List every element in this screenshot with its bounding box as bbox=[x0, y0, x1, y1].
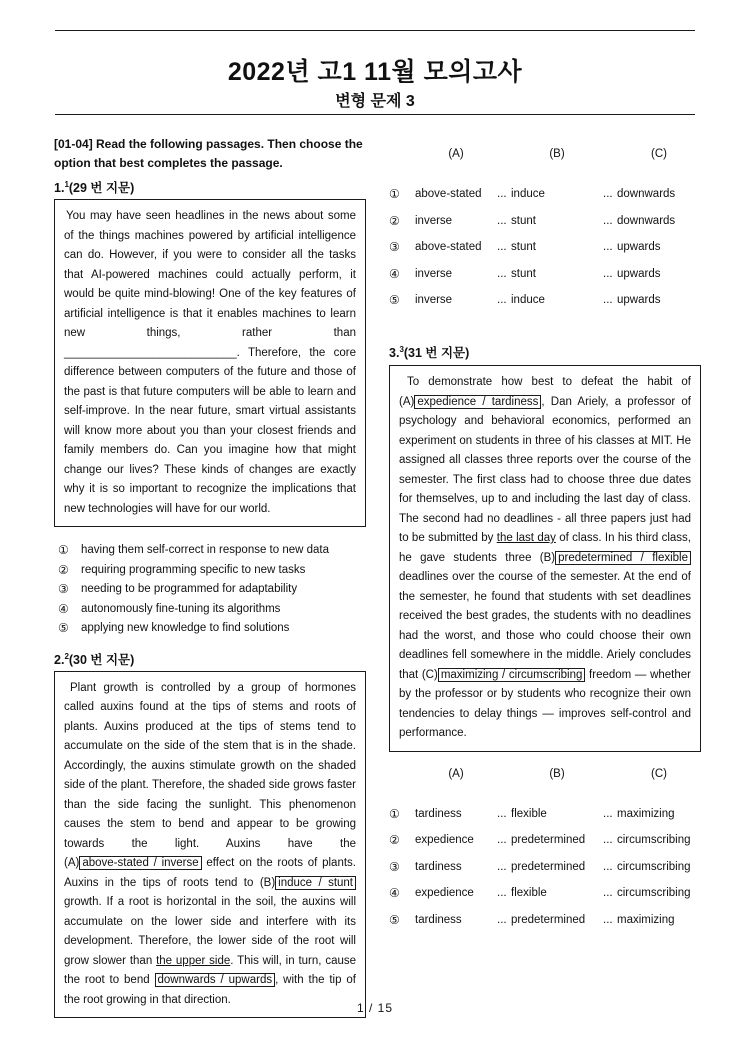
option-marker: ③ bbox=[58, 582, 69, 596]
ellipsis: ... bbox=[497, 913, 507, 926]
question-superscript: 1 bbox=[64, 179, 69, 189]
col-a-header: (A) bbox=[448, 148, 464, 160]
choice-c: upwards bbox=[617, 294, 661, 306]
answer-row bbox=[389, 213, 701, 229]
choice-b: stunt bbox=[511, 267, 536, 280]
answer-row bbox=[389, 186, 701, 202]
choice-a: tardiness bbox=[415, 807, 462, 820]
option-marker: ⑤ bbox=[389, 912, 400, 927]
option-5 bbox=[58, 622, 366, 636]
ellipsis: ... bbox=[497, 860, 507, 873]
passage-text: growth. If a root is horizontal in the soil, the auxins will accumulate on the lower side and interfere with its development. Therefore, the lower side of the root will grow slower than bbox=[64, 896, 356, 967]
option-1 bbox=[58, 544, 366, 558]
option-marker: ③ bbox=[389, 859, 400, 874]
ellipsis: ... bbox=[603, 860, 613, 873]
option-text: applying new knowledge to find solutions bbox=[81, 622, 290, 634]
answer-row bbox=[389, 266, 701, 282]
ellipsis: ... bbox=[603, 267, 613, 280]
option-3 bbox=[58, 583, 366, 597]
answer-row bbox=[389, 912, 701, 928]
options-list-q1 bbox=[58, 544, 366, 636]
choice-b: stunt bbox=[511, 214, 536, 227]
ellipsis: ... bbox=[603, 834, 613, 846]
top-divider bbox=[55, 30, 695, 31]
answer-row bbox=[389, 239, 701, 255]
passage-text: effect on the roots of plants. Auxins in the tips of roots tend to (B) bbox=[64, 857, 356, 889]
question-number: 2. bbox=[54, 652, 65, 667]
answer-table-2 bbox=[389, 766, 701, 928]
option-text: having them self-correct in response to new data bbox=[81, 544, 330, 556]
question-superscript: 2 bbox=[64, 651, 69, 661]
option-marker: ② bbox=[389, 213, 400, 228]
option-marker: ① bbox=[389, 187, 400, 201]
choice-c: maximizing bbox=[617, 913, 675, 926]
choice-a: above-stated bbox=[415, 188, 482, 200]
col-a-header: (A) bbox=[448, 767, 464, 780]
page-number: 1 / 15 bbox=[356, 1001, 394, 1015]
choice-b: induce bbox=[511, 294, 545, 306]
answer-row bbox=[389, 859, 701, 875]
choice-a: inverse bbox=[415, 214, 453, 227]
option-marker: ⑤ bbox=[58, 621, 69, 635]
right-column bbox=[389, 146, 701, 938]
col-c-header: (C) bbox=[651, 767, 667, 780]
option-4 bbox=[58, 603, 366, 617]
choice-box-a: above-stated / inverse bbox=[79, 856, 201, 870]
passage-text: To demonstrate how best to defeat the habit of (A) bbox=[399, 376, 691, 408]
choice-b: flexible bbox=[511, 807, 547, 820]
choice-c: downwards bbox=[617, 188, 676, 200]
option-marker: ⑤ bbox=[389, 293, 400, 307]
exam-title: 2022년 고1 11월 모의고사 bbox=[227, 58, 523, 86]
ellipsis: ... bbox=[497, 267, 507, 280]
passage-text: . This will, in turn, cause the root to bend bbox=[64, 954, 357, 986]
underlined-phrase: the last day bbox=[496, 532, 556, 544]
ellipsis: ... bbox=[603, 241, 613, 253]
ellipsis: ... bbox=[497, 241, 507, 253]
choice-b: stunt bbox=[511, 241, 536, 253]
passage-text: Plant growth is controlled by a group of hormones called auxins found at the tips of stems and roots of plants. Auxins produced at the tips of stems tend to accumulate on the side of the stem that is in the shade. Accordingly, the auxins stimulate growth on the shaded side of the plant. Therefore, the shaded side grows faster than the side facing the sunlight. This phenomenon causes the stem to bend and appear to be growing towards the light. Auxins have the (A) bbox=[64, 681, 356, 869]
question-number: 1. bbox=[54, 181, 65, 195]
header-spacer bbox=[497, 766, 511, 782]
ellipsis: ... bbox=[603, 294, 613, 306]
question-1-header bbox=[54, 181, 366, 196]
option-marker: ② bbox=[58, 562, 69, 577]
exam-subtitle: 변형 문제 3 bbox=[335, 93, 415, 110]
header-spacer bbox=[389, 146, 415, 162]
choice-box-a: expedience / tardiness bbox=[414, 395, 541, 409]
option-text: needing to be programmed for adaptability bbox=[81, 583, 298, 595]
ellipsis: ... bbox=[603, 887, 613, 899]
option-marker: ④ bbox=[389, 886, 400, 900]
question-source-label: (29 번 지문) bbox=[68, 181, 135, 195]
question-superscript: 3 bbox=[399, 344, 404, 354]
col-b-header: (B) bbox=[549, 767, 565, 780]
choice-b: flexible bbox=[511, 887, 547, 899]
header-spacer bbox=[603, 766, 617, 782]
choice-b: predetermined bbox=[511, 913, 586, 926]
choice-c: upwards bbox=[617, 267, 661, 280]
passage-text: You may have seen headlines in the news about some of the things machines powered by artificial intelligence can do. However, if you were to consider all the tasks that AI-powered machines could actually perform, it would be quite mind-blowing! One of the key features of artificial intelligence is that it enables machines to learn new things, rather than ___________________________. Therefore, the core difference between computers of the future and those of the past is that future computers will be able to learn and self-improve. In the near future, smart virtual assistants will know more about you than your closest friends and family members do. Can you imagine how that might change our lives? These kinds of changes are exactly why it is so important to recognize the implications that new technologies will have for our world. bbox=[64, 210, 356, 515]
answer-row bbox=[389, 832, 701, 848]
passage-text: deadlines over the course of the semester. At the end of the semester, he found that students with set deadlines received the best grades, the students with no deadlines had the worst, and those who could choose their own deadlines fell somewhere in the middle. Ariely concludes that (C) bbox=[399, 571, 691, 681]
choice-a: expedience bbox=[415, 834, 474, 846]
choice-box-b: predetermined / flexible bbox=[555, 551, 691, 565]
instructions-text: [01-04] Read the following passages. Then choose the option that best completes the passage. bbox=[54, 137, 363, 170]
passage-3-box bbox=[389, 365, 701, 752]
choice-a: tardiness bbox=[415, 860, 462, 873]
choice-box-b: induce / stunt bbox=[275, 876, 356, 890]
choice-c: circumscribing bbox=[617, 834, 691, 846]
choice-a: inverse bbox=[415, 267, 453, 280]
option-marker: ④ bbox=[58, 601, 69, 616]
question-2-header bbox=[54, 653, 366, 668]
choice-box-c: maximizing / circumscribing bbox=[438, 668, 586, 682]
choice-c: upwards bbox=[617, 241, 661, 253]
ellipsis: ... bbox=[497, 294, 507, 306]
answer-row bbox=[389, 806, 701, 822]
answer-table-1 bbox=[389, 146, 701, 308]
ellipsis: ... bbox=[497, 188, 507, 200]
option-marker: ④ bbox=[389, 266, 400, 281]
answer-table-header bbox=[389, 766, 701, 782]
ellipsis: ... bbox=[497, 807, 507, 820]
answer-row bbox=[389, 885, 701, 901]
choice-b: predetermined bbox=[511, 860, 586, 873]
ellipsis: ... bbox=[497, 834, 507, 846]
question-source-label: (31 번 지문) bbox=[403, 346, 470, 360]
choice-a: expedience bbox=[415, 887, 474, 899]
question-3-header bbox=[389, 346, 701, 361]
passage-text: , Dan Ariely, a professor of psychology and behavioral economics, performed an experiment on students in three of his classes at MIT. He assigned all classes three reports over the course of the semester. The first class had to choose three due dates for themselves, up to and including the last day of class. The second had no deadlines - all three papers just had to be submitted by bbox=[399, 395, 692, 544]
answer-row bbox=[389, 292, 701, 308]
choice-b: induce bbox=[511, 188, 545, 200]
choice-c: circumscribing bbox=[617, 860, 691, 873]
passage-1-box bbox=[54, 199, 366, 527]
underlined-phrase: the upper side bbox=[156, 954, 231, 967]
question-number: 3. bbox=[389, 346, 400, 360]
col-c-header: (C) bbox=[651, 148, 667, 160]
col-b-header: (B) bbox=[549, 148, 565, 160]
ellipsis: ... bbox=[497, 887, 507, 899]
choice-c: downwards bbox=[617, 214, 676, 227]
left-column bbox=[54, 135, 366, 1018]
ellipsis: ... bbox=[497, 214, 507, 227]
passage-text: of class. In his third class, he gave students three (B) bbox=[399, 532, 691, 564]
header-spacer bbox=[389, 766, 415, 782]
option-marker: ① bbox=[58, 543, 69, 557]
choice-b: predetermined bbox=[511, 834, 586, 846]
ellipsis: ... bbox=[603, 214, 613, 227]
passage-2-box bbox=[54, 671, 366, 1019]
header-divider bbox=[55, 114, 695, 115]
choice-a: tardiness bbox=[415, 913, 462, 926]
option-marker: ① bbox=[389, 806, 400, 821]
choice-a: above-stated bbox=[415, 241, 482, 253]
passage-text: freedom — whether by the professor or by students who recognize their own tendencies to delay things — improves self-control and performance. bbox=[399, 668, 691, 739]
ellipsis: ... bbox=[603, 913, 613, 926]
ellipsis: ... bbox=[603, 188, 613, 200]
option-text: autonomously fine-tuning its algorithms bbox=[81, 602, 281, 615]
header-spacer bbox=[603, 146, 617, 162]
option-text: requiring programming specific to new tasks bbox=[81, 563, 306, 576]
ellipsis: ... bbox=[603, 807, 613, 820]
question-source-label: (30 번 지문) bbox=[68, 652, 135, 667]
answer-table-header bbox=[389, 146, 701, 162]
choice-c: circumscribing bbox=[617, 887, 691, 899]
choice-box-c: downwards / upwards bbox=[155, 973, 276, 987]
header-spacer bbox=[497, 146, 511, 162]
option-marker: ② bbox=[389, 833, 400, 847]
option-marker: ③ bbox=[389, 240, 400, 254]
choice-a: inverse bbox=[415, 294, 453, 306]
option-2 bbox=[58, 564, 366, 578]
choice-c: maximizing bbox=[617, 807, 675, 820]
passage-text: , with the tip of the root growing in that direction. bbox=[64, 974, 356, 1006]
